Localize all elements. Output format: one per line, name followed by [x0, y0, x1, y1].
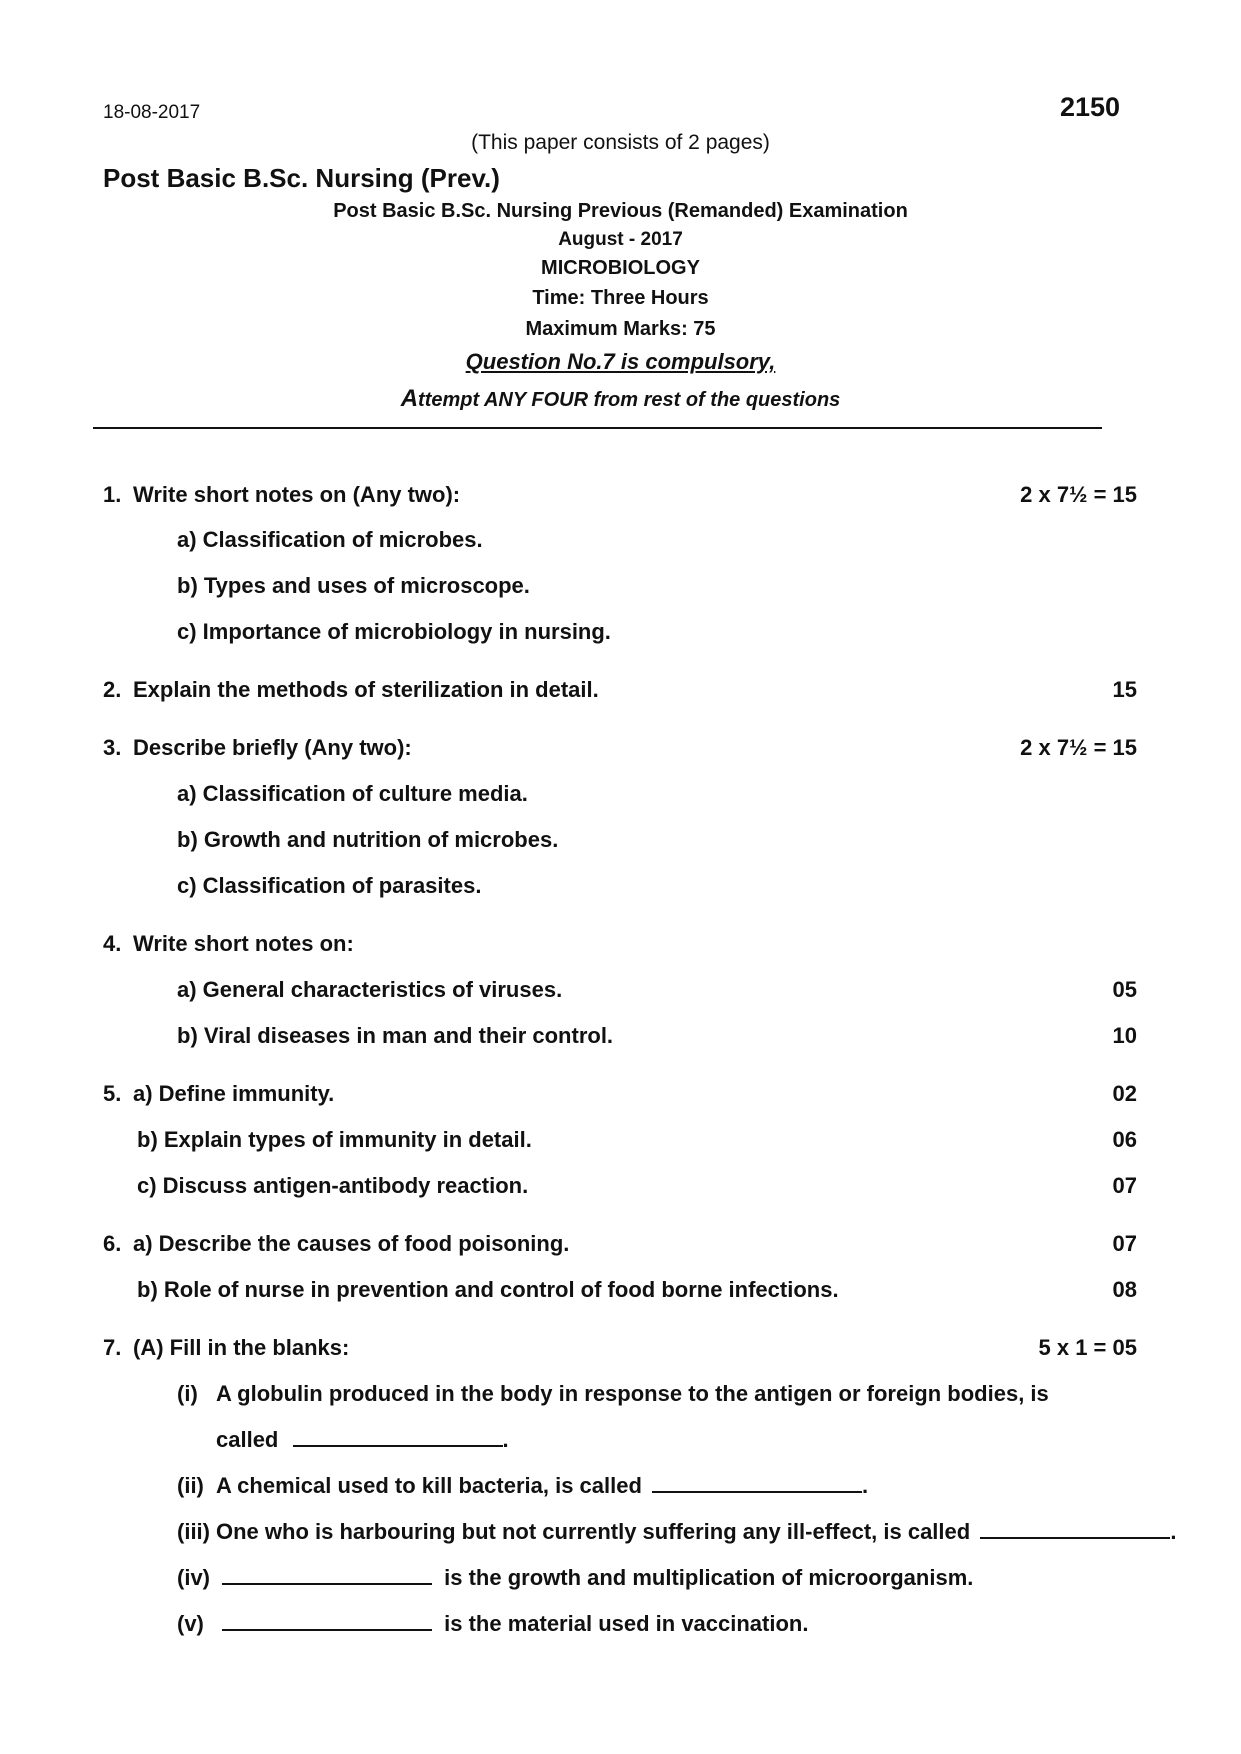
q7-v-blank [222, 1611, 432, 1631]
q3-option-b: b) Growth and nutrition of microbes. [177, 827, 559, 852]
maximum-marks: Maximum Marks: 75 [525, 318, 716, 340]
q7-iii-text: One who is harbouring but not currently suffering any ill-effect, is called [216, 1519, 971, 1544]
q5-a-marks: 02 [1112, 1081, 1137, 1106]
q5-b-marks: 06 [1112, 1127, 1137, 1152]
q7-v-line [222, 1611, 808, 1637]
q7-i-label: (i) [177, 1381, 198, 1406]
attempt-initial: A [400, 385, 419, 412]
compulsory-instruction: Question No.7 is compulsory, [465, 349, 776, 374]
q7-ii-label: (ii) [177, 1473, 204, 1498]
q1-option-a: a) Classification of microbes. [177, 527, 483, 552]
q6-b-marks: 08 [1112, 1277, 1137, 1302]
q7-ii-line [216, 1473, 868, 1499]
q7-marks: 5 x 1 = 05 [1038, 1335, 1137, 1360]
q1-option-c: c) Importance of microbiology in nursing. [177, 619, 611, 644]
q5-option-b: b) Explain types of immunity in detail. [137, 1127, 532, 1152]
q7-iii-blank [980, 1519, 1170, 1539]
q7-ii-text: A chemical used to kill bacteria, is called [216, 1473, 642, 1498]
q3-number: 3. [103, 735, 122, 760]
header-divider [93, 427, 1102, 429]
q3-option-a: a) Classification of culture media. [177, 781, 528, 806]
q7-v-text: is the material used in vaccination. [444, 1611, 809, 1636]
q2-marks: 15 [1112, 677, 1137, 702]
course-title: Post Basic B.Sc. Nursing (Prev.) [103, 163, 500, 193]
q5-number: 5. [103, 1081, 122, 1106]
exam-duration: Time: Three Hours [532, 287, 709, 309]
q7-i-line1: A globulin produced in the body in response to the antigen or foreign bodies, is [216, 1381, 1049, 1406]
q7-iv-line [222, 1565, 973, 1591]
attempt-rest: ttempt ANY FOUR from rest of the questions [418, 389, 841, 411]
q4-text: Write short notes on: [133, 931, 354, 956]
q7-i-line2 [216, 1427, 509, 1453]
q7-iv-blank [222, 1565, 432, 1585]
q6-option-a: a) Describe the causes of food poisoning. [133, 1231, 570, 1256]
attempt-instruction [0, 385, 1241, 413]
q6-option-b: b) Role of nurse in prevention and control of food borne infections. [137, 1277, 839, 1302]
q1-option-b: b) Types and uses of microscope. [177, 573, 530, 598]
q7-iii-line [216, 1519, 1176, 1545]
q5-option-c: c) Discuss antigen-antibody reaction. [137, 1173, 529, 1198]
q7-text: (A) Fill in the blanks: [133, 1335, 350, 1360]
q4-option-b: b) Viral diseases in man and their control. [177, 1023, 614, 1048]
exam-date: 18-08-2017 [103, 102, 201, 123]
q1-number: 1. [103, 482, 122, 507]
q4-option-a: a) General characteristics of viruses. [177, 977, 563, 1002]
q1-marks: 2 x 7½ = 15 [1020, 482, 1137, 507]
q4-number: 4. [103, 931, 122, 956]
paper-code: 2150 [1060, 92, 1121, 122]
q3-text: Describe briefly (Any two): [133, 735, 412, 760]
q7-v-label: (v) [177, 1611, 204, 1636]
exam-title: Post Basic B.Sc. Nursing Previous (Remanded) Examination [333, 200, 908, 222]
q7-iii-label: (iii) [177, 1519, 210, 1544]
subject-title: MICROBIOLOGY [541, 257, 700, 279]
q7-i-blank [293, 1427, 503, 1447]
q5-option-a: a) Define immunity. [133, 1081, 335, 1106]
q7-iv-label: (iv) [177, 1565, 210, 1590]
q1-text: Write short notes on (Any two): [133, 482, 461, 507]
q7-iii-period: . [1170, 1519, 1177, 1544]
q3-option-c: c) Classification of parasites. [177, 873, 482, 898]
q7-number: 7. [103, 1335, 122, 1360]
q7-ii-period: . [862, 1473, 869, 1498]
exam-session: August - 2017 [558, 229, 683, 250]
q2-number: 2. [103, 677, 122, 702]
q3-marks: 2 x 7½ = 15 [1020, 735, 1137, 760]
pages-note: (This paper consists of 2 pages) [471, 131, 770, 154]
q5-c-marks: 07 [1112, 1173, 1137, 1198]
q4-a-marks: 05 [1112, 977, 1137, 1002]
q7-i-called: called [216, 1427, 279, 1452]
q4-b-marks: 10 [1112, 1023, 1137, 1048]
q2-text: Explain the methods of sterilization in detail. [133, 677, 599, 702]
q6-number: 6. [103, 1231, 122, 1256]
q7-ii-blank [652, 1473, 862, 1493]
q7-iv-text: is the growth and multiplication of microorganism. [444, 1565, 974, 1590]
q7-i-period: . [502, 1427, 509, 1452]
q6-a-marks: 07 [1112, 1231, 1137, 1256]
